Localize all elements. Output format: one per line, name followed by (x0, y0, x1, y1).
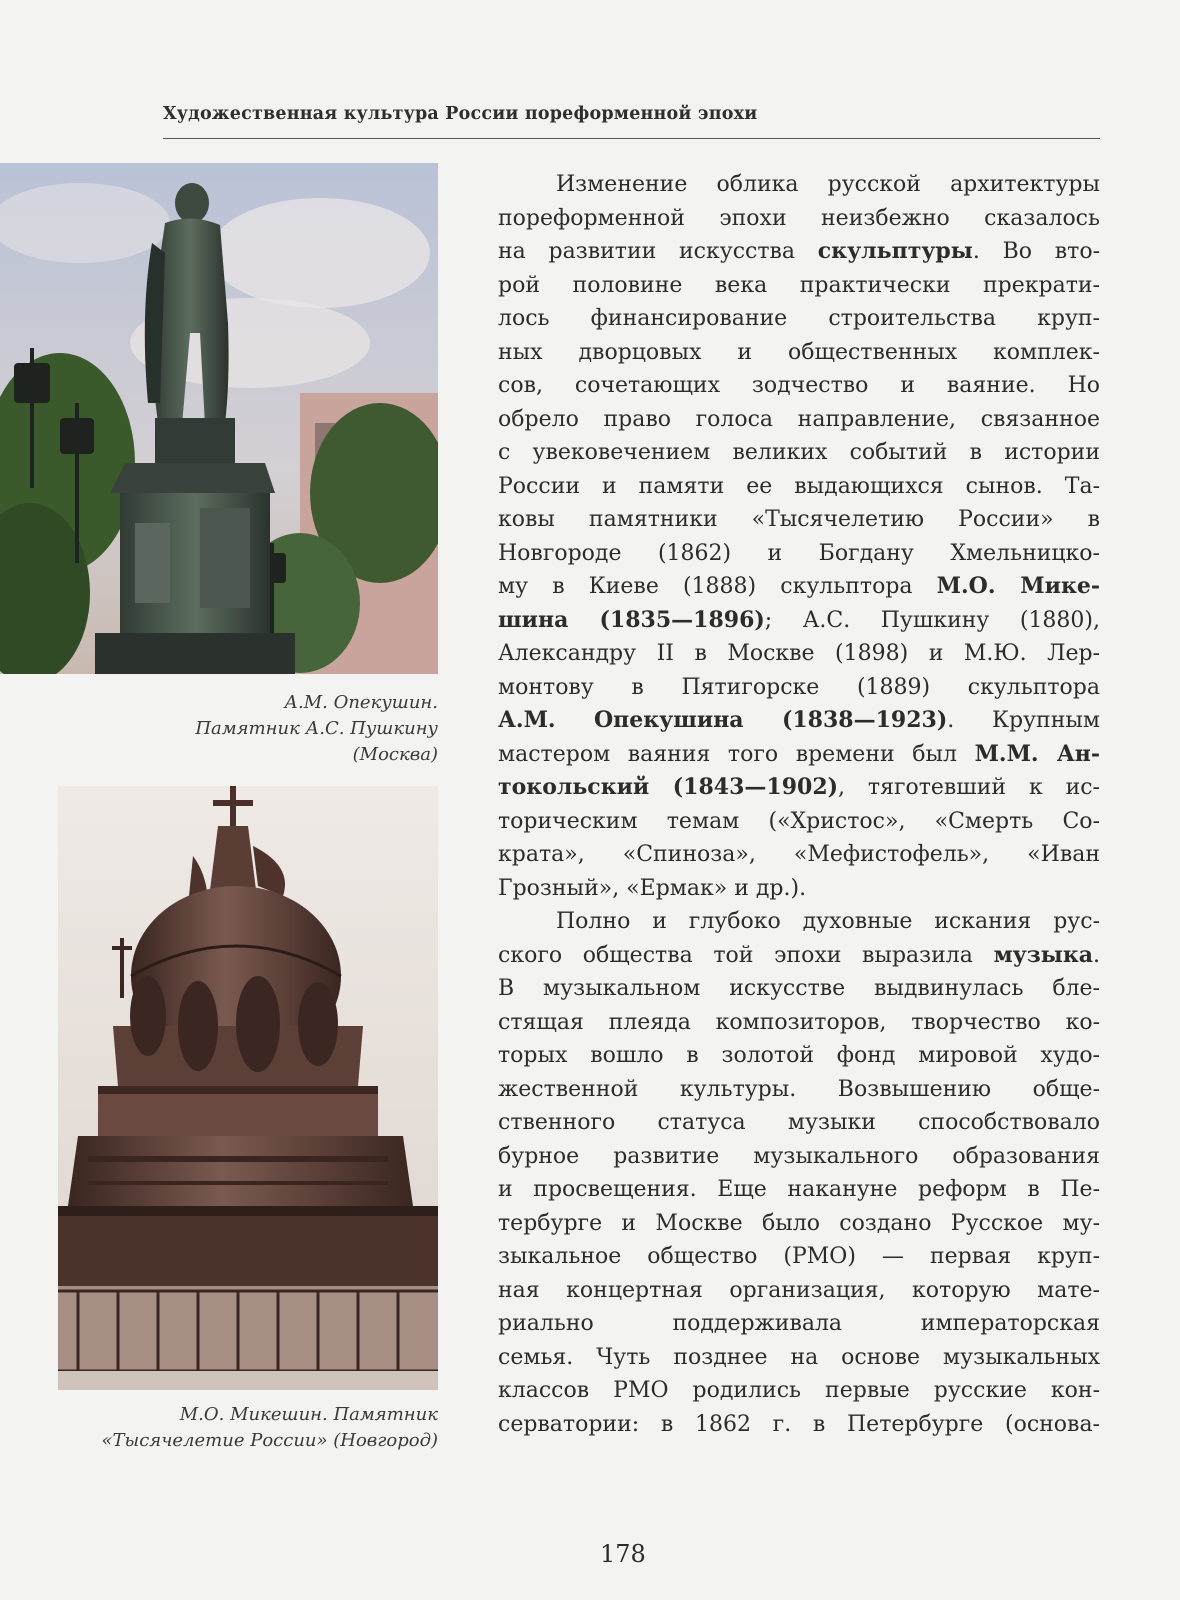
text-run: стящая плеяда композиторов, творчество ко- (498, 1009, 1100, 1035)
body-text-line (498, 503, 1100, 537)
body-text-line (498, 972, 1100, 1006)
text-run: . Крупным (947, 708, 1100, 733)
text-run: лось финансирование строительства круп- (498, 306, 1100, 331)
text-run: классов РМО родились первые русские кон- (498, 1378, 1100, 1403)
text-run: торическим темам («Христос», «Смерть Со- (498, 808, 1100, 834)
text-run: риально поддерживала императорская (498, 1311, 1100, 1336)
text-run: с увековечением великих событий в истории (498, 440, 1100, 465)
body-text-line (498, 336, 1100, 370)
text-run: ственного статуса музыки способствовало (498, 1110, 1100, 1135)
bold-term: шина (1835—1896) (498, 606, 765, 633)
body-text-line (498, 771, 1100, 805)
body-text-line (498, 872, 1100, 906)
body-text-line (498, 939, 1100, 973)
body-text-line (498, 369, 1100, 403)
body-text-line (498, 235, 1100, 269)
body-text-line (498, 1307, 1100, 1341)
body-text-line (498, 805, 1100, 839)
text-run: ковы памятники «Тысячелетию России» в (498, 507, 1100, 532)
body-text-line (498, 838, 1100, 872)
text-run: мастером ваяния того времени был (498, 741, 975, 767)
text-run: Грозный», «Ермак» и др.). (498, 875, 807, 901)
bold-term: скульптуры (817, 238, 973, 264)
bold-term: А.М. Опекушина (1838—1923) (498, 707, 948, 733)
page-number: 178 (600, 1540, 646, 1568)
text-run: жественной культуры. Возвышению обще- (498, 1076, 1100, 1102)
text-run: ных дворцовых и общественных комплек- (498, 339, 1100, 365)
body-text-line (498, 604, 1100, 638)
body-text-line (498, 436, 1100, 470)
text-run: ная концертная организация, которую мате- (498, 1277, 1100, 1303)
body-text-line (498, 403, 1100, 437)
text-run: Изменение облика русской архитектуры (556, 172, 1100, 197)
body-text-line (498, 537, 1100, 571)
body-text-line (498, 1073, 1100, 1107)
body-text-line (498, 1006, 1100, 1040)
text-run: серватории: в 1862 г. в Петербурге (основа- (498, 1411, 1100, 1437)
caption-line: М.О. Микешин. Памятник (179, 1404, 438, 1425)
body-text-line (498, 470, 1100, 504)
text-run: бурное развитие музыкального образования (498, 1143, 1100, 1169)
body-text-line (498, 570, 1100, 604)
text-run: сов, сочетающих зодчество и ваяние. Но (498, 373, 1100, 398)
text-run: России и памяти ее выдающихся сынов. Та- (498, 473, 1100, 499)
body-text-line (498, 671, 1100, 705)
figure-caption-millennium (102, 1402, 438, 1454)
bold-term: М.М. Ан- (974, 740, 1100, 767)
body-text-line (498, 704, 1100, 738)
text-run: ; А.С. Пушкину (1880), (764, 607, 1101, 633)
body-text-line (498, 168, 1100, 202)
body-text-line (498, 905, 1100, 939)
text-run: тербурге и Москве было создано Русское му- (498, 1210, 1100, 1236)
bold-term: токольский (1843—1902) (498, 774, 839, 800)
text-run: крата», «Спиноза», «Мефистофель», «Иван (498, 842, 1100, 867)
text-run: ского общества той эпохи выразила (498, 942, 994, 968)
text-run: . (1093, 942, 1100, 968)
figure-caption-pushkin (195, 690, 438, 768)
body-text-line (498, 1374, 1100, 1408)
body-text-line (498, 1207, 1100, 1241)
body-text-line (498, 202, 1100, 236)
body-text-line (498, 1341, 1100, 1375)
text-run: зыкальное общество (РМО) — первая круп- (498, 1244, 1100, 1269)
running-head: Художественная культура России пореформенной эпохи (163, 104, 758, 124)
body-text-line (498, 269, 1100, 303)
body-text-line (498, 1274, 1100, 1308)
text-run: и просвещения. Еще накануне реформ в Пе- (498, 1177, 1100, 1202)
text-run: пореформенной эпохи неизбежно сказалось (498, 205, 1100, 231)
text-run: на развитии искусства (498, 239, 818, 264)
caption-line: Памятник А.С. Пушкину (195, 718, 438, 739)
body-text-line (498, 637, 1100, 671)
text-run: торых вошло в золотой фонд мировой худо- (498, 1043, 1100, 1068)
body-text-column (498, 168, 1100, 1441)
text-run: монтову в Пятигорске (1889) скульптора (498, 674, 1100, 700)
bold-term: М.О. Мике- (936, 573, 1100, 599)
text-run: Александру II в Москве (1898) и М.Ю. Лер- (498, 641, 1100, 666)
body-text-line (498, 1173, 1100, 1207)
text-run: му в Киеве (1888) скульптора (498, 574, 937, 599)
text-run: , тяготевший к ис- (838, 775, 1100, 800)
header-rule (163, 138, 1100, 139)
text-run: . Во вто- (972, 239, 1100, 264)
text-run: семья. Чуть позднее на основе музыкальных (498, 1344, 1100, 1370)
body-text-line (498, 738, 1100, 772)
pushkin-monument-photo (0, 163, 438, 674)
text-run: В музыкальном искусстве выдвинулась бле- (498, 976, 1100, 1001)
body-text-line (498, 1140, 1100, 1174)
text-run: обрело право голоса направление, связанное (498, 406, 1100, 432)
text-run: Полно и глубоко духовные искания рус- (556, 909, 1100, 934)
body-text-line (498, 302, 1100, 336)
body-text-line (498, 1039, 1100, 1073)
text-run: рой половине века практически прекрати- (498, 272, 1100, 298)
body-text-line (498, 1240, 1100, 1274)
body-text-line (498, 1106, 1100, 1140)
text-run: Новгороде (1862) и Богдану Хмельницко- (498, 540, 1100, 566)
millennium-monument-photo (58, 786, 438, 1390)
caption-line: (Москва) (352, 744, 438, 765)
body-text-line (498, 1408, 1100, 1442)
caption-line: А.М. Опекушин. (284, 692, 438, 713)
caption-line: «Тысячелетие России» (Новгород) (101, 1430, 438, 1451)
bold-term: музыка (993, 941, 1093, 968)
